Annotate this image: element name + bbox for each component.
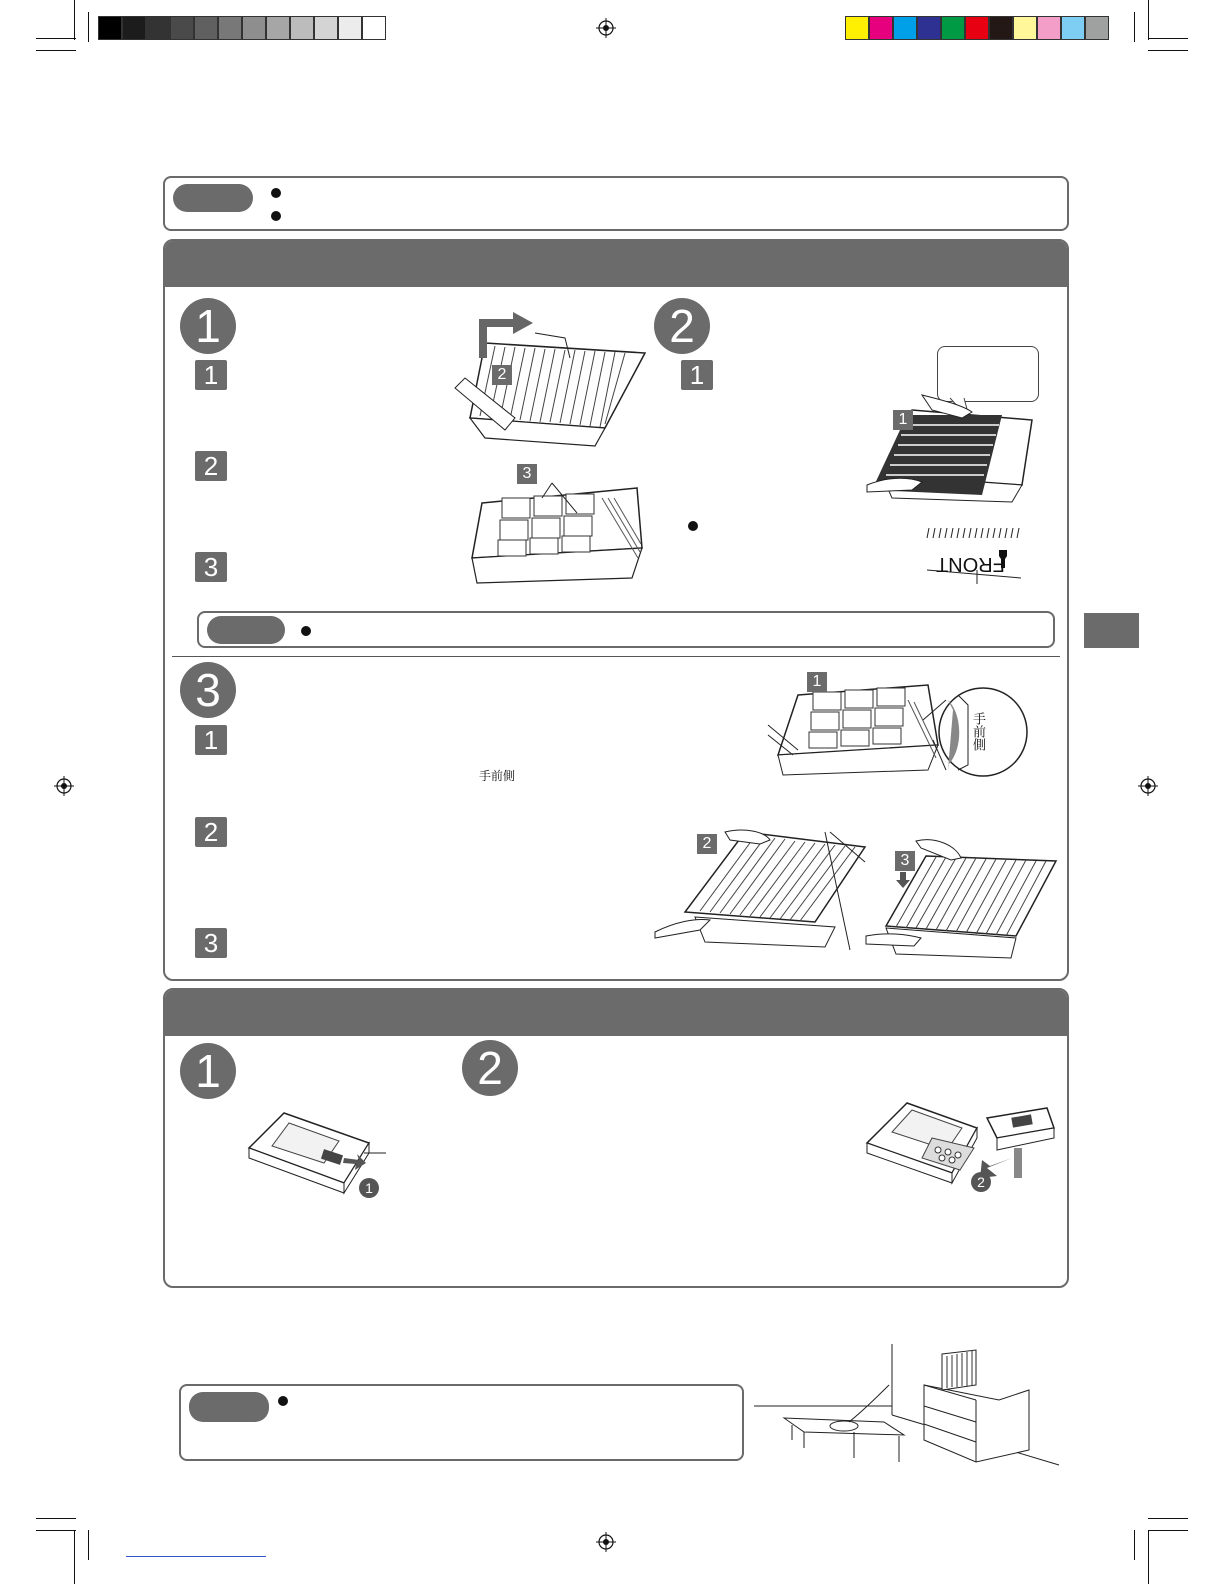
- note-label-pill: [207, 616, 285, 644]
- substep-badge: 3: [195, 928, 227, 958]
- note-label-pill: [189, 1392, 269, 1422]
- gray-swatch: [338, 16, 362, 40]
- color-swatch: [1013, 16, 1037, 40]
- color-swatch: [893, 16, 917, 40]
- crop-mark: [1134, 1530, 1135, 1560]
- top-note-box: [163, 176, 1069, 231]
- registration-mark-icon: [596, 18, 616, 38]
- substep-badge: 2: [195, 451, 227, 481]
- color-swatch: [941, 16, 965, 40]
- color-swatch: [869, 16, 893, 40]
- figure-tag: 2: [971, 1172, 991, 1192]
- crop-mark: [36, 1530, 76, 1531]
- step-number-badge: 2: [654, 298, 710, 354]
- gray-swatch: [290, 16, 314, 40]
- crop-mark: [36, 38, 76, 39]
- crop-mark: [1148, 38, 1188, 39]
- gray-swatch: [122, 16, 146, 40]
- substep-badge: 1: [195, 360, 227, 390]
- registration-mark-icon: [1138, 776, 1158, 796]
- color-swatch: [1037, 16, 1061, 40]
- step-number-badge: 3: [180, 662, 236, 718]
- figure-tag: 3: [895, 851, 915, 871]
- figure-tag: 2: [697, 834, 717, 854]
- substep-badge: 3: [195, 552, 227, 582]
- filter-insert-illustration: [862, 390, 1042, 510]
- crop-mark: [1134, 12, 1135, 42]
- filter-set-illustration: [768, 680, 1028, 795]
- figure-tag: 1: [359, 1178, 379, 1198]
- bullet-icon: [278, 1396, 288, 1406]
- gray-swatch: [194, 16, 218, 40]
- bullet-icon: [688, 521, 698, 531]
- figure-tag: 1: [807, 672, 827, 692]
- figure-tag: 2: [492, 365, 512, 385]
- grille-removal-illustration: [455, 318, 655, 453]
- crop-mark: [88, 1530, 89, 1560]
- footer-rule: [126, 1556, 266, 1557]
- registration-mark-icon: [54, 776, 74, 796]
- color-swatch: [1085, 16, 1109, 40]
- bullet-icon: [301, 626, 311, 636]
- crop-mark: [1148, 1530, 1188, 1531]
- registration-mark-icon: [596, 1532, 616, 1552]
- section-divider: [172, 656, 1060, 657]
- crop-mark: [74, 0, 75, 40]
- crop-mark: [36, 50, 76, 51]
- substep-badge: 1: [681, 360, 713, 390]
- color-swatch: [917, 16, 941, 40]
- panel-header-bar: [165, 241, 1067, 287]
- gray-swatch: [98, 16, 122, 40]
- crop-mark: [88, 12, 89, 42]
- remote-battery-insert-illustration: [862, 1098, 1057, 1193]
- gray-swatch: [146, 16, 170, 40]
- color-swatch: [965, 16, 989, 40]
- crop-mark: [1148, 0, 1149, 40]
- gray-swatch: [314, 16, 338, 40]
- bullet-icon: [271, 211, 281, 221]
- substep-badge: 1: [195, 725, 227, 755]
- panel-header-bar: [165, 990, 1067, 1036]
- front-label: FRONT: [936, 553, 1005, 575]
- crop-mark: [1148, 50, 1188, 51]
- crop-mark: [1148, 1530, 1149, 1584]
- bottom-note-box: [179, 1384, 744, 1461]
- step-number-badge: 1: [180, 298, 236, 354]
- gray-swatch: [170, 16, 194, 40]
- note-label-pill: [173, 184, 253, 212]
- crop-mark: [1148, 1518, 1188, 1519]
- grille-reattach-illustration: [655, 822, 870, 952]
- color-swatch: [845, 16, 869, 40]
- color-swatch: [1061, 16, 1085, 40]
- crop-mark: [36, 1518, 76, 1519]
- front-side-label: 手前側: [479, 769, 516, 783]
- color-swatch: [989, 16, 1013, 40]
- crop-mark: [74, 1530, 75, 1584]
- gray-swatch: [218, 16, 242, 40]
- filter-tray-illustration: [462, 478, 652, 588]
- figure-tag: 3: [517, 464, 537, 484]
- room-remote-usage-illustration: [754, 1340, 1064, 1470]
- step-number-badge: 2: [462, 1040, 518, 1096]
- step-number-badge: 1: [180, 1043, 236, 1099]
- gray-swatch: [266, 16, 290, 40]
- figure-tag: 1: [893, 410, 913, 430]
- gray-swatch: [362, 16, 386, 40]
- gray-swatch: [242, 16, 266, 40]
- substep-badge: 2: [195, 817, 227, 847]
- bullet-icon: [271, 188, 281, 198]
- chapter-tab: [1084, 613, 1139, 648]
- step-note-box: [197, 611, 1055, 648]
- zoom-front-side-label: 手前側: [970, 712, 985, 751]
